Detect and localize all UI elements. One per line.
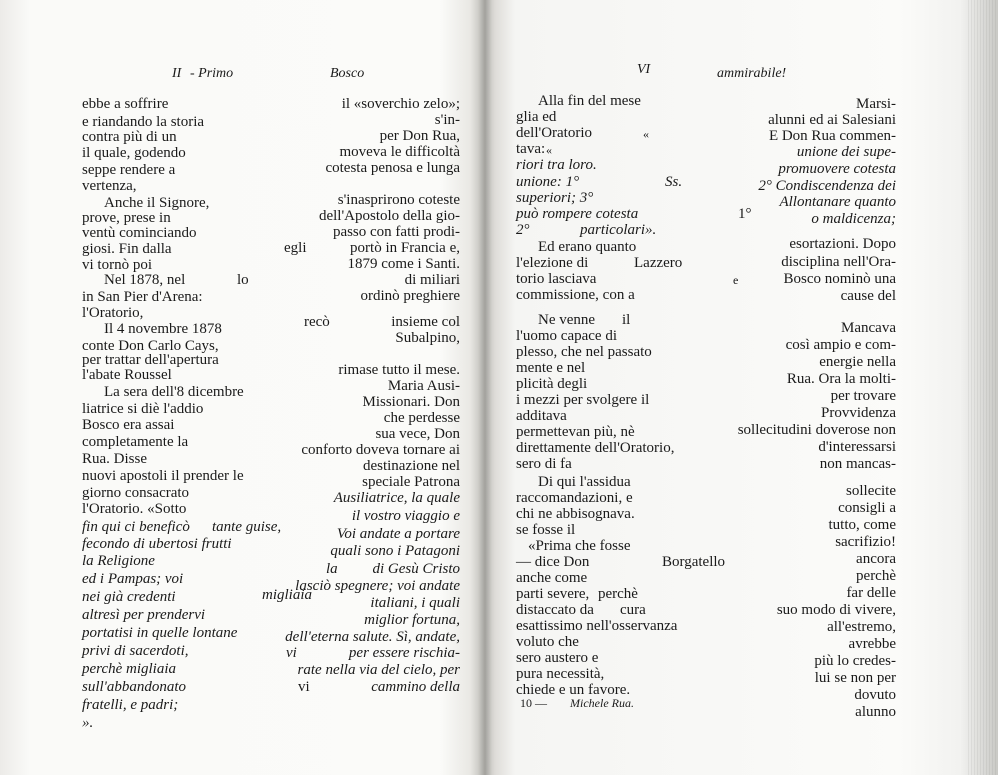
- text-line: 1°: [738, 206, 752, 222]
- text-line: Maria Ausi-: [387, 378, 460, 394]
- text-line: Nel 1878, nel: [104, 272, 186, 288]
- text-line: dell'Oratorio: [516, 125, 593, 141]
- text-line: in San Pier d'Arena:: [82, 289, 203, 305]
- text-line: l'Oratorio. «Sotto: [82, 501, 187, 517]
- text-line: Ausiliatrice, la quale: [333, 490, 460, 506]
- text-line: o maldicenza;: [811, 211, 896, 227]
- text-line: il quale, godendo: [82, 145, 186, 161]
- text-line: glia ed: [516, 109, 557, 125]
- text-line: dell'eterna salute. Sì, andate,: [285, 629, 460, 645]
- text-line: rimase tutto il mese.: [338, 362, 460, 378]
- text-line: i mezzi per svolgere il: [516, 392, 650, 408]
- text-line: se fosse il: [516, 522, 576, 538]
- text-line: vi tornò poi: [82, 257, 152, 273]
- book-gutter: [478, 0, 492, 775]
- text-line: conforto doveva tornare ai: [301, 442, 460, 458]
- text-line: Voi andate a portare: [336, 526, 460, 542]
- text-line: 2° Condiscendenza dei: [758, 178, 896, 194]
- text-line: d'interessarsi: [818, 439, 896, 455]
- text-line: Missionari. Don: [362, 394, 460, 410]
- text-line: sull'abbandonato: [82, 679, 187, 695]
- text-line: ed i Pampas; voi: [82, 571, 184, 587]
- text-line: superiori; 3°: [516, 190, 594, 206]
- text-line: conte Don Carlo Cays,: [82, 338, 219, 354]
- text-line: Lazzero: [634, 255, 683, 271]
- text-line: sacrifizio!: [835, 534, 896, 550]
- left-page-number: II: [172, 66, 182, 81]
- text-line: vertenza,: [82, 178, 137, 194]
- text-line: Ne venne: [538, 312, 596, 328]
- text-line: prove, prese in: [82, 210, 171, 226]
- text-line: giosi. Fin dalla: [82, 241, 172, 257]
- text-line: il: [622, 312, 631, 328]
- text-line: perchè: [856, 568, 896, 584]
- text-line: s'in-: [434, 112, 460, 128]
- text-line: Marsi-: [856, 96, 896, 112]
- text-line: di Gesù Cristo: [372, 561, 460, 577]
- text-line: nuovi apostoli il prender le: [82, 468, 244, 484]
- text-line: l'uomo capace di: [516, 328, 617, 344]
- text-line: direttamente dell'Oratorio,: [516, 440, 675, 456]
- text-line: torio lasciava: [516, 271, 597, 287]
- left-running-title-part1: - Primo: [190, 66, 234, 81]
- text-line: «Prima che fosse: [528, 538, 631, 554]
- text-line: Rua. Disse: [82, 451, 147, 467]
- text-line: la Religione: [82, 553, 155, 569]
- text-line: alunno: [855, 704, 896, 720]
- text-line: non mancas-: [819, 456, 896, 472]
- footer-page-number: 10 —: [520, 696, 547, 710]
- text-line: rate nella via del cielo, per: [297, 662, 460, 678]
- text-line: passo con fatti prodi-: [332, 224, 460, 240]
- text-line: cause del: [840, 288, 896, 304]
- text-line: plesso, che nel passato: [516, 344, 652, 360]
- text-line: liatrice si diè l'addio: [82, 401, 204, 417]
- text-line: altresì per prendervi: [82, 607, 206, 623]
- text-line: che perdesse: [383, 410, 460, 426]
- text-line: Allontanare quanto: [779, 194, 896, 210]
- text-line: Borgatello: [662, 554, 726, 570]
- text-line: sua vece, Don: [375, 426, 460, 442]
- text-line: particolari».: [580, 222, 657, 238]
- text-line: per trattar dell'apertura: [82, 352, 219, 368]
- text-line: sero austero e: [516, 650, 599, 666]
- text-line: vi: [286, 645, 297, 661]
- text-line: speciale Patrona: [362, 474, 460, 490]
- text-line: contra più di un: [82, 129, 177, 145]
- text-line: «: [643, 127, 649, 141]
- text-line: tutto, come: [828, 517, 896, 533]
- text-line: per essere rischia-: [348, 645, 460, 661]
- text-line: migliaia: [262, 587, 313, 603]
- text-line: consigli a: [838, 500, 896, 516]
- text-line: sollecitudini doverose non: [737, 422, 896, 438]
- text-line: anche come: [516, 570, 588, 586]
- text-line: Provvidenza: [821, 405, 896, 421]
- text-line: perchè: [598, 586, 638, 602]
- text-line: insieme col: [391, 314, 460, 330]
- text-line: fin qui ci beneficò: [82, 519, 190, 535]
- text-line: disciplina nell'Ora-: [781, 254, 896, 270]
- text-line: fratelli, e padri;: [82, 697, 179, 713]
- text-line: egli: [284, 240, 307, 256]
- text-line: lasciò spegnere; voi andate: [295, 578, 460, 594]
- text-line: seppe rendere a: [82, 162, 176, 178]
- text-line: parti severe,: [516, 586, 590, 602]
- text-line: ancora: [856, 551, 896, 567]
- text-line: Bosco nominò una: [783, 271, 896, 287]
- text-line: dovuto: [854, 687, 896, 703]
- text-line: tante guise,: [212, 519, 282, 535]
- text-line: Rua. Ora la molti-: [786, 371, 896, 387]
- text-line: suo modo di vivere,: [776, 602, 896, 618]
- text-line: ebbe a soffrire: [82, 96, 169, 112]
- text-line: E Don Rua commen-: [768, 128, 896, 144]
- text-line: raccomandazioni, e: [516, 490, 633, 506]
- text-line: l'Oratorio,: [82, 305, 144, 321]
- text-line: lo: [237, 272, 249, 288]
- text-line: di miliari: [404, 272, 460, 288]
- text-line: più lo credes-: [814, 653, 896, 669]
- text-line: unione: 1°: [516, 174, 580, 190]
- text-line: alunni ed ai Salesiani: [768, 112, 896, 128]
- text-line: Bosco era assai: [82, 417, 175, 433]
- text-line: energie nella: [819, 354, 896, 370]
- text-line: e riandando la storia: [82, 114, 205, 130]
- text-line: lui se non per: [814, 670, 896, 686]
- text-line: completamente la: [82, 434, 189, 450]
- text-line: permettevan più, nè: [516, 424, 635, 440]
- page-edge-shadow: [968, 0, 998, 775]
- text-line: così ampio e com-: [785, 337, 896, 353]
- text-line: sollecite: [846, 483, 896, 499]
- text-line: recò: [304, 314, 330, 330]
- text-line: nei già credenti: [82, 589, 176, 605]
- text-line: avrebbe: [848, 636, 896, 652]
- text-line: l'abate Roussel: [82, 367, 172, 383]
- text-line: 2°: [516, 222, 530, 238]
- text-line: il vostro viaggio e: [351, 508, 460, 524]
- text-line: Ed erano quanto: [538, 239, 637, 255]
- text-line: cura: [620, 602, 646, 618]
- text-line: s'inasprirono coteste: [337, 192, 460, 208]
- text-line: mente e nel: [516, 360, 586, 376]
- text-line: la: [326, 561, 338, 577]
- text-line: chi ne abbisognava.: [516, 506, 635, 522]
- text-line: sero di fa: [516, 456, 572, 472]
- text-line: giorno consacrato: [82, 485, 190, 501]
- right-page-number: VI: [637, 62, 651, 77]
- text-line: dell'Apostolo della gio-: [318, 208, 460, 224]
- text-line: vi: [298, 679, 310, 695]
- text-line: distaccato da: [516, 602, 594, 618]
- text-line: destinazione nel: [362, 458, 460, 474]
- left-running-title-part2: Bosco: [330, 66, 365, 81]
- text-line: privi di sacerdoti,: [82, 643, 189, 659]
- text-line: portatisi in quelle lontane: [82, 625, 238, 641]
- text-line: La sera dell'8 dicembre: [104, 384, 244, 400]
- text-line: può rompere cotesta: [516, 206, 639, 222]
- text-line: all'estremo,: [827, 619, 896, 635]
- text-line: portò in Francia e,: [350, 240, 460, 256]
- text-line: riori tra loro.: [516, 157, 597, 173]
- text-line: ordinò preghiere: [360, 288, 460, 304]
- right-running-title: ammirabile!: [717, 66, 787, 81]
- text-line: cotesta penosa e lunga: [325, 160, 460, 176]
- footer-title: Michele Rua.: [570, 696, 634, 710]
- text-line: quali sono i Patagoni: [330, 543, 460, 559]
- text-line: italiani, i quali: [370, 595, 460, 611]
- text-line: Di qui l'assidua: [538, 474, 631, 490]
- text-line: esortazioni. Dopo: [789, 236, 896, 252]
- text-line: commissione, con a: [516, 287, 635, 303]
- text-line: fecondo di ubertosi frutti: [82, 536, 232, 552]
- text-line: perchè migliaia: [82, 661, 177, 677]
- text-line: Mancava: [841, 320, 896, 336]
- text-line: miglior fortuna,: [364, 612, 460, 628]
- text-line: pura necessità,: [516, 666, 605, 682]
- text-line: cammino della: [371, 679, 460, 695]
- text-line: plicità degli: [516, 376, 588, 392]
- text-line: far delle: [846, 585, 896, 601]
- text-line: «: [546, 143, 552, 157]
- text-line: ventù cominciando: [82, 225, 197, 241]
- text-line: Ss.: [665, 174, 683, 190]
- text-line: chiede e un favore.: [516, 682, 631, 698]
- text-line: Subalpino,: [395, 330, 460, 346]
- text-line: moveva le difficoltà: [339, 144, 460, 160]
- text-line: e: [733, 273, 739, 287]
- text-line: Alla fin del mese: [538, 93, 641, 109]
- text-line: esattissimo nell'osservanza: [516, 618, 678, 634]
- text-line: Anche il Signore,: [104, 195, 210, 211]
- text-line: ».: [82, 715, 94, 731]
- text-line: 1879 come i Santi.: [347, 256, 460, 272]
- text-line: voluto che: [516, 634, 579, 650]
- text-line: — dice Don: [516, 554, 590, 570]
- text-line: per Don Rua,: [379, 128, 460, 144]
- text-line: additava: [516, 408, 567, 424]
- text-line: l'elezione di: [516, 255, 589, 271]
- text-line: tava:: [516, 141, 546, 157]
- text-line: unione dei supe-: [796, 144, 896, 160]
- text-line: il «soverchio zelo»;: [341, 96, 460, 112]
- text-line: Il 4 novembre 1878: [104, 321, 222, 337]
- text-line: promuovere cotesta: [778, 161, 896, 177]
- text-line: per trovare: [830, 388, 896, 404]
